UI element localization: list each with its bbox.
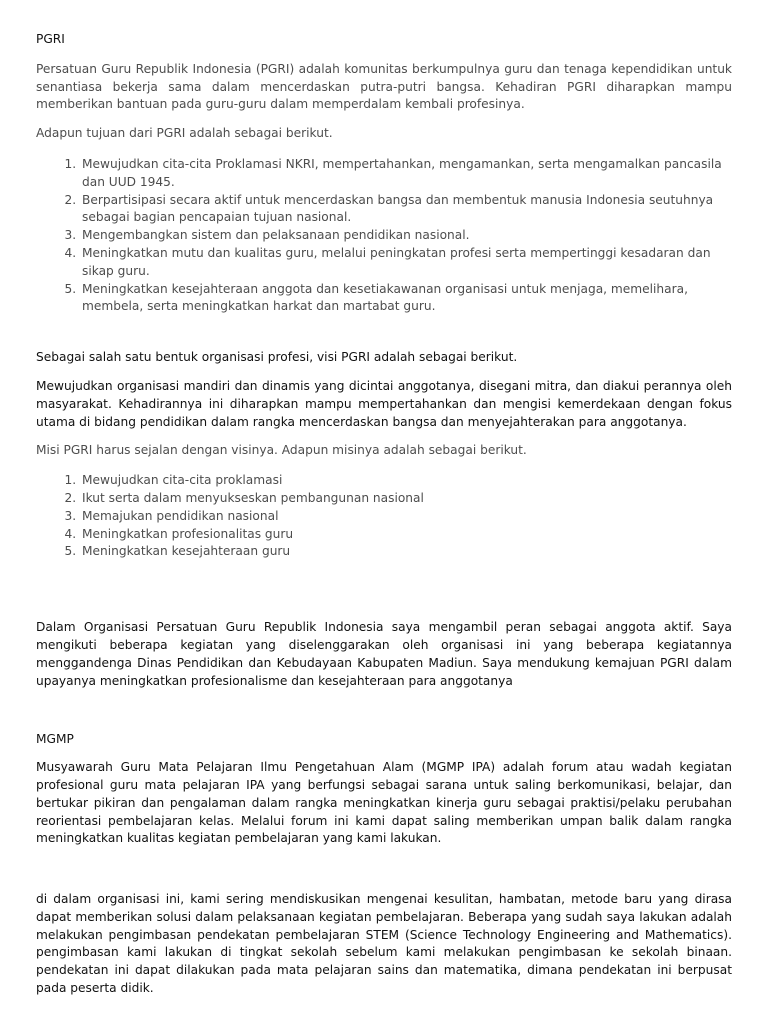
- pgri-goals-list: [36, 156, 732, 316]
- pgri-intro-paragraph: Persatuan Guru Republik Indonesia (PGRI) adalah komunitas berkumpulnya guru dan tenaga kependidikan untuk senantiasa bekerja sama dalam mencerdaskan putra-putri bangsa. Kehadiran PGRI diharapkan mampu memberikan bantuan pada guru-guru dalam memperdalam kembali profesinya.: [36, 61, 732, 112]
- list-item: 4. Meningkatkan mutu dan kualitas guru, melalui peningkatan profesi serta mempertinggi kesadaran dan sikap guru.: [80, 245, 732, 281]
- list-item: 5. Meningkatkan kesejahteraan anggota dan kesetiakawanan organisasi untuk menjaga, memelihara, membela, serta meningkatkan harkat dan martabat guru.: [80, 281, 732, 317]
- pgri-goals-intro: Adapun tujuan dari PGRI adalah sebagai berikut.: [36, 126, 333, 141]
- mgmp-intro-paragraph: Musyawarah Guru Mata Pelajaran Ilmu Pengetahuan Alam (MGMP IPA) adalah forum atau wadah kegiatan profesional guru mata pelajaran IPA yang berfungsi sebagai sarana untuk saling berkomunikasi, belajar, dan bertukar pikiran dan pengalaman dalam rangka meningkatkan kinerja guru sebagai praktisi/pelaku perubahan reorientasi pembelajaran kelas. Melalui forum ini kami dapat saling memberikan umpan balik dalam rangka meningkatkan kualitas kegiatan pembelajaran yang kami lakukan.: [36, 760, 732, 846]
- list-item: 2. Berpartisipasi secara aktif untuk mencerdaskan bangsa dan membentuk manusia Indonesia seutuhnya sebagai bagian pencapaian tujuan nasional.: [80, 192, 732, 228]
- list-item: 2. Ikut serta dalam menyukseskan pembangunan nasional: [80, 490, 732, 508]
- pgri-vision-paragraph: Mewujudkan organisasi mandiri dan dinamis yang dicintai anggotanya, disegani mitra, dan diakui perannya oleh masyarakat. Kehadirannya ini diharapkan mampu mempertahankan dan mengisi kemerdekaan dengan fokus utama di bidang pendidikan dalam rangka mencerdaskan bangsa dan menyejahterakan para anggotanya.: [36, 378, 732, 429]
- mgmp-heading: MGMP: [36, 732, 74, 747]
- pgri-vision-intro: Sebagai salah satu bentuk organisasi profesi, visi PGRI adalah sebagai berikut.: [36, 350, 518, 365]
- list-item: 5. Meningkatkan kesejahteraan guru: [80, 543, 732, 561]
- pgri-heading: PGRI: [36, 32, 65, 46]
- pgri-role-paragraph: Dalam Organisasi Persatuan Guru Republik Indonesia saya mengambil peran sebagai anggota aktif. Saya mengikuti beberapa kegiatan yang diselenggarakan oleh organisasi ini yang beberapa kegiatannya menggandenga Dinas Pendidikan dan Kebudayaan Kabupaten Madiun. Saya mendukung kemajuan PGRI dalam upayanya meningkatkan profesionalisme dan kesejahteraan para anggotanya: [36, 620, 732, 688]
- list-item: 4. Meningkatkan profesionalitas guru: [80, 526, 732, 544]
- list-item: 1. Mewujudkan cita-cita proklamasi: [80, 472, 732, 490]
- pgri-mission-intro: Misi PGRI harus sejalan dengan visinya. Adapun misinya adalah sebagai berikut.: [36, 443, 527, 458]
- pgri-mission-list: [36, 472, 732, 561]
- list-item: 3. Memajukan pendidikan nasional: [80, 508, 732, 526]
- list-item: 3. Mengembangkan sistem dan pelaksanaan pendidikan nasional.: [80, 227, 732, 245]
- list-item: 1. Mewujudkan cita-cita Proklamasi NKRI, mempertahankan, mengamankan, serta mengamalkan pancasila dan UUD 1945.: [80, 156, 732, 192]
- mgmp-activities-paragraph: di dalam organisasi ini, kami sering mendiskusikan mengenai kesulitan, hambatan, metode baru yang dirasa dapat memberikan solusi dalam pelaksanaan kegiatan pembelajaran. Beberapa yang sudah saya lakukan adalah melakukan pengimbasan pendekatan pembelajaran STEM (Science Technology Engineering and Mathematics). pengimbasan kami lakukan di tingkat sekolah sebelum kami melakukan pengimbasan ke sekolah binaan. pendekatan ini dapat dilakukan pada mata pelajaran sains dan matematika, dimana pendekatan ini berpusat pada peserta didik.: [36, 892, 732, 996]
